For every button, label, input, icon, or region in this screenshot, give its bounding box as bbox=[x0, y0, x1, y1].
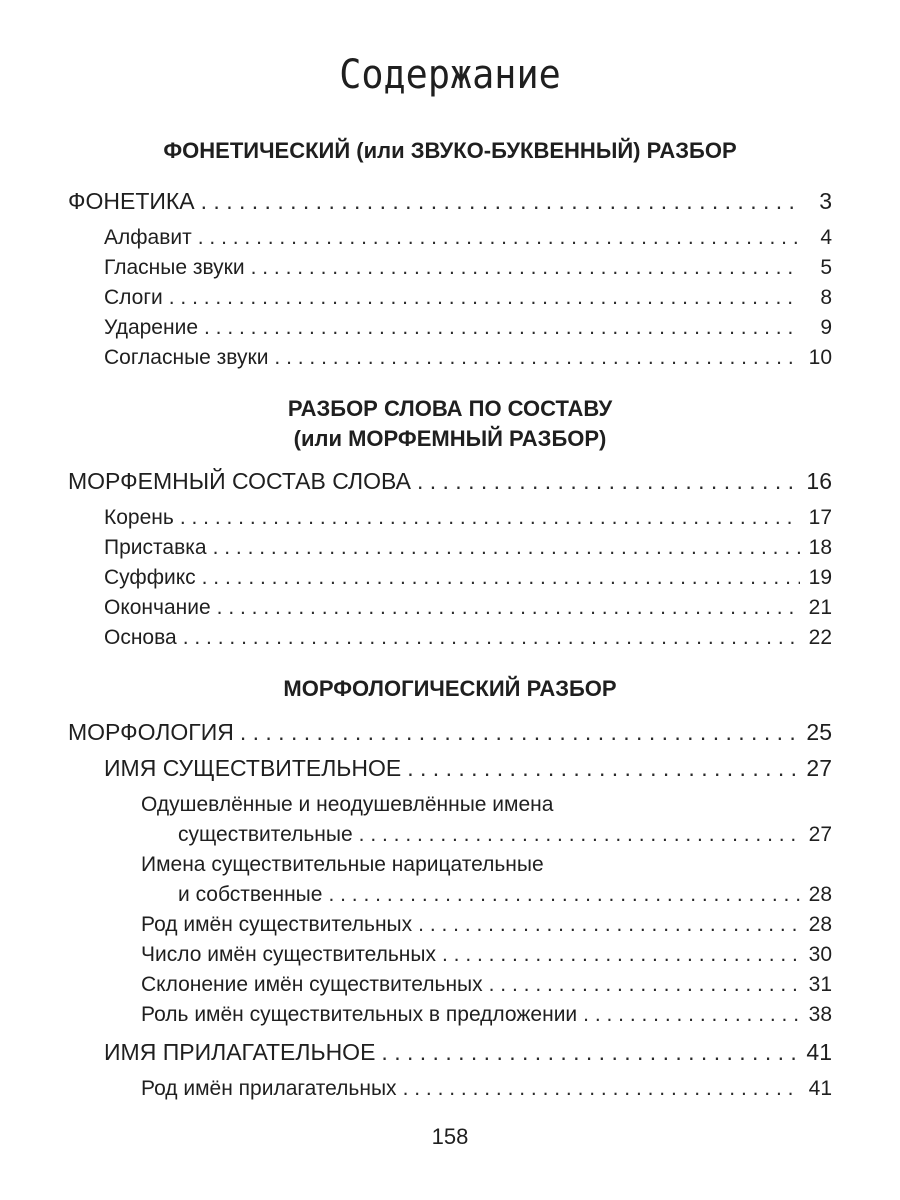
entry-page: 17 bbox=[808, 506, 832, 529]
entry-title: и собственные bbox=[178, 883, 323, 906]
dot-leader bbox=[489, 970, 800, 1000]
section-heading-morpheme-sub: (или МОРФЕМНЫЙ РАЗБОР) bbox=[293, 426, 607, 451]
entry-page: 28 bbox=[808, 883, 832, 906]
section-heading-morphology: МОРФОЛОГИЧЕСКИЙ РАЗБОР bbox=[283, 676, 617, 701]
toc-entry[interactable] bbox=[104, 313, 832, 343]
entry-title: Род имён существительных bbox=[141, 913, 413, 936]
toc-entry[interactable] bbox=[104, 343, 832, 373]
entry-title: Приставка bbox=[104, 536, 207, 559]
page-number: 158 bbox=[431, 1124, 469, 1149]
entry-title: Гласные звуки bbox=[104, 256, 245, 279]
entry-page: 41 bbox=[806, 1039, 832, 1065]
toc-entry-line1: Одушевлённые и неодушевлённые имена bbox=[141, 793, 554, 816]
dot-leader bbox=[180, 503, 800, 533]
entry-page: 30 bbox=[808, 943, 832, 966]
entry-page: 21 bbox=[808, 596, 832, 619]
toc-entry[interactable] bbox=[178, 880, 832, 910]
entry-title: существительные bbox=[178, 823, 353, 846]
entry-title: Число имён существительных bbox=[141, 943, 436, 966]
dot-leader bbox=[442, 940, 800, 970]
entry-title: ФОНЕТИКА bbox=[68, 188, 195, 214]
dot-leader bbox=[403, 1074, 800, 1104]
entry-page: 18 bbox=[808, 536, 832, 559]
dot-leader bbox=[328, 880, 800, 910]
dot-leader bbox=[183, 623, 800, 653]
toc-entry[interactable] bbox=[104, 503, 832, 533]
entry-page: 27 bbox=[806, 755, 832, 781]
section-heading-phonetic: ФОНЕТИЧЕСКИЙ (или ЗВУКО-БУКВЕННЫЙ) РАЗБОР bbox=[163, 138, 737, 163]
entry-page: 31 bbox=[808, 973, 832, 996]
toc-entry[interactable] bbox=[104, 223, 832, 253]
toc-entry[interactable] bbox=[141, 1074, 832, 1104]
entry-title: Основа bbox=[104, 626, 177, 649]
toc-entry[interactable] bbox=[68, 717, 832, 747]
dot-leader bbox=[274, 343, 800, 373]
entry-page: 4 bbox=[820, 226, 832, 249]
toc-entry[interactable] bbox=[178, 820, 832, 850]
entry-page: 27 bbox=[808, 823, 832, 846]
dot-leader bbox=[583, 1000, 800, 1030]
toc-entry-line1: Имена существительные нарицательные bbox=[141, 853, 544, 876]
entry-page: 16 bbox=[806, 468, 832, 494]
entry-title: Слоги bbox=[104, 286, 163, 309]
toc-entry[interactable] bbox=[68, 186, 832, 216]
dot-leader bbox=[359, 820, 800, 850]
dot-leader bbox=[202, 563, 800, 593]
toc-entry[interactable] bbox=[68, 466, 832, 496]
toc-entry[interactable] bbox=[104, 1037, 832, 1067]
toc-entry[interactable] bbox=[104, 253, 832, 283]
toc-entry[interactable] bbox=[104, 623, 832, 653]
entry-page: 25 bbox=[806, 719, 832, 745]
dot-leader bbox=[418, 910, 800, 940]
entry-title: Согласные звуки bbox=[104, 346, 269, 369]
entry-title: Ударение bbox=[104, 316, 198, 339]
entry-page: 28 bbox=[808, 913, 832, 936]
toc-entry[interactable] bbox=[104, 593, 832, 623]
dot-leader bbox=[240, 717, 800, 747]
entry-title: Алфавит bbox=[104, 226, 192, 249]
dot-leader bbox=[169, 283, 800, 313]
dot-leader bbox=[201, 186, 800, 216]
section-heading-morpheme: РАЗБОР СЛОВА ПО СОСТАВУ bbox=[287, 396, 613, 421]
entry-title: Роль имён существительных в предложении bbox=[141, 1003, 578, 1026]
entry-title: Род имён прилагательных bbox=[141, 1077, 397, 1100]
entry-title: Окончание bbox=[104, 596, 211, 619]
entry-page: 19 bbox=[808, 566, 832, 589]
toc-entry[interactable] bbox=[141, 910, 832, 940]
toc-entry[interactable] bbox=[104, 563, 832, 593]
dot-leader bbox=[198, 223, 800, 253]
dot-leader bbox=[407, 753, 800, 783]
toc-entry[interactable] bbox=[104, 533, 832, 563]
toc-entry[interactable] bbox=[141, 970, 832, 1000]
entry-title: МОРФЕМНЫЙ СОСТАВ СЛОВА bbox=[68, 468, 411, 494]
dot-leader bbox=[381, 1037, 800, 1067]
toc-entry[interactable] bbox=[104, 753, 832, 783]
entry-page: 3 bbox=[819, 188, 832, 214]
page-title: Содержание bbox=[339, 52, 561, 98]
entry-title: ИМЯ СУЩЕСТВИТЕЛЬНОЕ bbox=[104, 755, 402, 781]
entry-page: 38 bbox=[808, 1003, 832, 1026]
dot-leader bbox=[204, 313, 800, 343]
toc-entry[interactable] bbox=[104, 283, 832, 313]
entry-page: 10 bbox=[808, 346, 832, 369]
entry-page: 41 bbox=[808, 1077, 832, 1100]
dot-leader bbox=[217, 593, 800, 623]
entry-title: МОРФОЛОГИЯ bbox=[68, 719, 234, 745]
entry-title: Склонение имён существительных bbox=[141, 973, 483, 996]
toc-entry[interactable] bbox=[141, 1000, 832, 1030]
dot-leader bbox=[417, 466, 800, 496]
entry-page: 22 bbox=[808, 626, 832, 649]
entry-page: 5 bbox=[820, 256, 832, 279]
entry-title: Суффикс bbox=[104, 566, 196, 589]
entry-page: 8 bbox=[820, 286, 832, 309]
dot-leader bbox=[213, 533, 800, 563]
entry-page: 9 bbox=[820, 316, 832, 339]
toc-entry[interactable] bbox=[141, 940, 832, 970]
dot-leader bbox=[251, 253, 800, 283]
entry-title: ИМЯ ПРИЛАГАТЕЛЬНОЕ bbox=[104, 1039, 376, 1065]
entry-title: Корень bbox=[104, 506, 174, 529]
